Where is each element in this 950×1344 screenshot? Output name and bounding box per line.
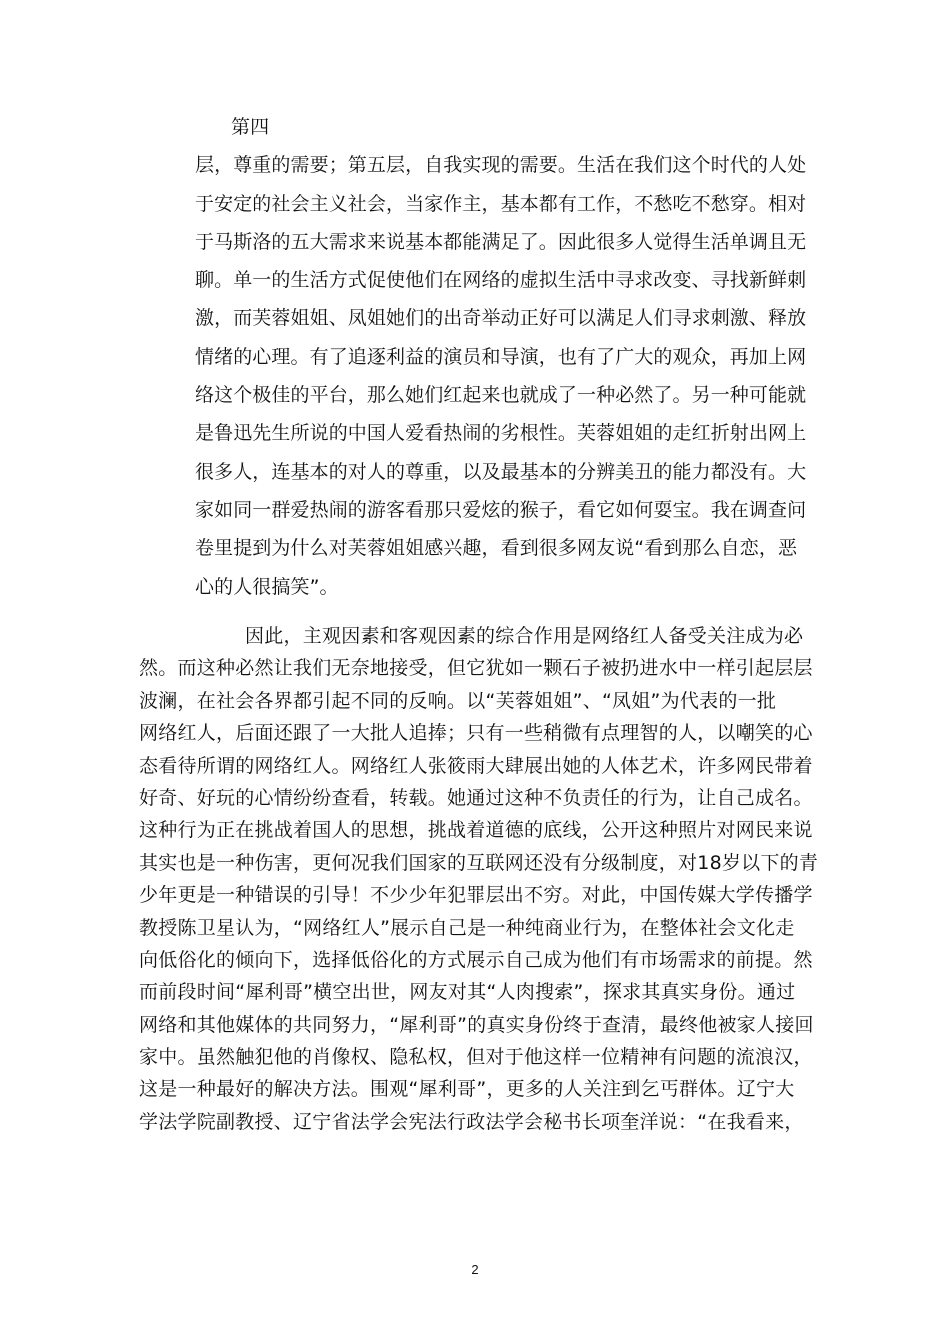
paragraph-line: 其实也是一种伤害，更何况我们国家的互联网还没有分级制度，对18岁以下的青 [139,851,819,874]
paragraph-line: 这是一种最好的解决方法。围观“犀利哥”，更多的人关注到乞丐群体。辽宁大 [139,1078,795,1101]
paragraph-line: 第四 [231,116,270,138]
paragraph-line: 网络红人，后面还跟了一大批人追捧；只有一些稍微有点理智的人，以嘲笑的心 [139,722,813,745]
paragraph-line: 波澜，在社会各界都引起不同的反响。以“芙蓉姐姐”、“凤姐”为代表的一批 [139,689,777,712]
paragraph-line: 聊。单一的生活方式促使他们在网络的虚拟生活中寻求改变、寻找新鲜刺 [195,269,807,292]
paragraph-line: 激，而芙蓉姐姐、凤姐她们的出奇举动正好可以满足人们寻求刺激、释放 [195,307,807,330]
paragraph-line: 少年更是一种错误的引导！不少少年犯罪层出不穷。对此，中国传媒大学传播学 [139,884,813,907]
paragraph-line: 络这个极佳的平台，那么她们红起来也就成了一种必然了。另一种可能就 [195,384,807,407]
paragraph-line: 学法学院副教授、辽宁省法学会宪法行政法学会秘书长项奎洋说：“在我看来， [139,1110,804,1133]
paragraph-line: 卷里提到为什么对芙蓉姐姐感兴趣，看到很多网友说“看到那么自恋，恶 [195,537,798,560]
paragraph-line: 然。而这种必然让我们无奈地接受，但它犹如一颗石子被扔进水中一样引起层层 [139,657,813,680]
paragraph-1 [195,108,815,606]
paragraph-line: 态看待所谓的网络红人。网络红人张筱雨大肆展出她的人体艺术，许多网民带着 [139,754,813,777]
paragraph-line: 向低俗化的倾向下，选择低俗化的方式展示自己成为他们有市场需求的前提。然 [139,948,813,971]
paragraph-line: 是鲁迅先生所说的中国人爱看热闹的劣根性。芙蓉姐姐的走红折射出网上 [195,422,807,445]
paragraph-line: 而前段时间“犀利哥”横空出世，网友对其“人肉搜索”，探求其真实身份。通过 [139,981,796,1004]
paragraph-line: 心的人很搞笑”。 [195,575,339,598]
paragraph-line: 家中。虽然触犯他的肖像权、隐私权，但对于他这样一位精神有问题的流浪汉， [139,1046,813,1069]
paragraph-line: 于马斯洛的五大需求来说基本都能满足了。因此很多人觉得生活单调且无 [195,230,807,253]
paragraph-line: 于安定的社会主义社会，当家作主，基本都有工作，不愁吃不愁穿。相对 [195,192,807,215]
paragraph-line: 情绪的心理。有了追逐利益的演员和导演，也有了广大的观众，再加上网 [195,345,807,368]
paragraph-line: 层，尊重的需要；第五层，自我实现的需要。生活在我们这个时代的人处 [195,154,807,177]
paragraph-2 [139,620,819,1138]
paragraph-line: 因此，主观因素和客观因素的综合作用是网络红人备受关注成为必 [245,625,804,647]
paragraph-line: 教授陈卫星认为，“网络红人”展示自己是一种纯商业行为，在整体社会文化走 [139,916,795,939]
paragraph-line: 这种行为正在挑战着国人的思想，挑战着道德的底线，公开这种照片对网民来说 [139,819,813,842]
paragraph-line: 家如同一群爱热闹的游客看那只爱炫的猴子，看它如何耍宝。我在调查问 [195,498,807,521]
page-number: 2 [471,1262,479,1277]
paragraph-line: 网络和其他媒体的共同努力，“犀利哥”的真实身份终于查清，最终他被家人接回 [139,1013,814,1036]
paragraph-line: 好奇、好玩的心情纷纷查看，转载。她通过这种不负责任的行为，让自己成名。 [139,786,813,809]
paragraph-line: 很多人，连基本的对人的尊重，以及最基本的分辨美丑的能力都没有。大 [195,460,807,483]
